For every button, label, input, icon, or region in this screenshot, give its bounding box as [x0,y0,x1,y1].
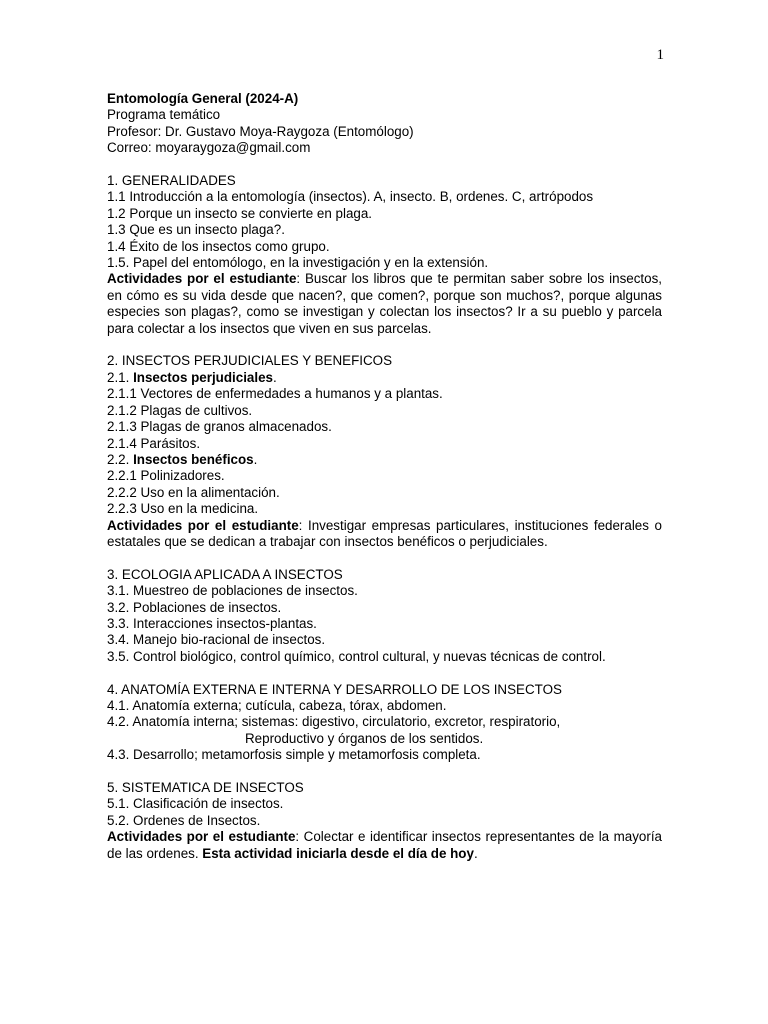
section-1-item: 1.5. Papel del entomólogo, en la investigación y en la extensión. [107,255,489,271]
section-2-item: 2.2.2 Uso en la alimentación. [107,484,280,500]
section-2-item: 2.1.2 Plagas de cultivos. [107,402,253,418]
subsection-2-1-title [107,370,662,386]
spacer [107,337,662,353]
section-4-item: 4.1. Anatomía externa; cutícula, cabeza, tórax, abdomen. [107,697,447,713]
subsection-number: 2.2. [107,451,134,467]
activities-end: . [473,845,478,861]
activities-label: Actividades por el estudiante [107,829,296,845]
section-3-item: 3.3. Interacciones insectos-plantas. [107,615,317,631]
section-2-heading: 2. INSECTOS PERJUDICIALES Y BENEFICOS [107,353,393,369]
section-3-item: 3.2. Poblaciones de insectos. [107,599,282,615]
activities-text: : Investigar empresas particulares, instituciones federales o estatales que se dedican a trabajar con insectos benéficos o perjudiciales. [107,517,662,549]
section-1-item: 1.3 Que es un insecto plaga?. [107,222,285,238]
document-body [107,91,662,862]
activities-text: : Buscar los libros que te permitan saber sobre los insectos, en cómo es su vida desde que nacen?, que comen?, porque son muchos?, porque algunas especies son plagas?, como se investigan y colectan los insectos? Ir a su pueblo y parcela para colectar a los insectos que viven en sus parcelas. [107,271,662,336]
subsection-title: Insectos benéficos [133,451,254,467]
section-1-item: 1.2 Porque un insecto se convierte en plaga. [107,205,373,221]
activities-emphasis: Esta actividad iniciarla desde el día de hoy [202,845,474,861]
section-5-heading: 5. SISTEMATICA DE INSECTOS [107,779,304,795]
section-4-item-continuation: Reproductivo y órganos de los sentidos. [245,730,484,746]
section-3-item: 3.5. Control biológico, control químico, control cultural, y nuevas técnicas de control. [107,648,606,664]
section-4-item: 4.3. Desarrollo; metamorfosis simple y metamorfosis completa. [107,747,481,763]
course-title: Entomología General (2024-A) [107,91,299,106]
course-subtitle: Programa temático [107,107,221,123]
section-1-activities [107,271,662,337]
section-2-item: 2.1.4 Parásitos. [107,435,201,451]
section-5-item: 5.1. Clasificación de insectos. [107,796,284,812]
page-number: 1 [656,47,664,63]
section-1-item: 1.1 Introducción a la entomología (insectos). A, insecto. B, ordenes. C, artrópodos [107,189,594,205]
section-3-item: 3.1. Muestreo de poblaciones de insectos. [107,583,358,599]
spacer [107,550,662,566]
section-1-heading: 1. GENERALIDADES [107,173,236,189]
activities-label: Actividades por el estudiante [107,517,299,533]
section-2-activities [107,518,662,551]
subsection-suffix: . [253,451,258,467]
spacer [107,157,662,173]
email-line: Correo: moyaraygoza@gmail.com [107,140,311,156]
activities-text: : Colectar e identificar insectos representantes de la mayoría de las ordenes. [107,829,663,861]
professor-line: Profesor: Dr. Gustavo Moya-Raygoza (Entomólogo) [107,123,414,139]
spacer [107,665,662,681]
subsection-suffix: . [272,369,277,385]
section-5-item: 5.2. Ordenes de Insectos. [107,812,261,828]
section-1-item: 1.4 Éxito de los insectos como grupo. [107,238,330,254]
subsection-number: 2.1. [107,369,134,385]
section-2-item: 2.1.1 Vectores de enfermedades a humanos y a plantas. [107,386,443,402]
subsection-2-2-title [107,452,662,468]
section-2-item: 2.2.3 Uso en la medicina. [107,501,259,517]
section-2-item: 2.2.1 Polinizadores. [107,468,225,484]
section-4-item: 4.2. Anatomía interna; sistemas: digestivo, circulatorio, excretor, respiratorio, [107,714,561,730]
activities-label: Actividades por el estudiante [107,271,297,287]
section-2-item: 2.1.3 Plagas de granos almacenados. [107,419,332,435]
section-3-item: 3.4. Manejo bio-racional de insectos. [107,632,326,648]
subsection-title: Insectos perjudiciales [133,369,273,385]
section-5-activities [107,829,662,862]
section-3-heading: 3. ECOLOGIA APLICADA A INSECTOS [107,566,343,582]
section-4-heading: 4. ANATOMÍA EXTERNA E INTERNA Y DESARROLLO DE LOS INSECTOS [107,681,562,697]
spacer [107,764,662,780]
